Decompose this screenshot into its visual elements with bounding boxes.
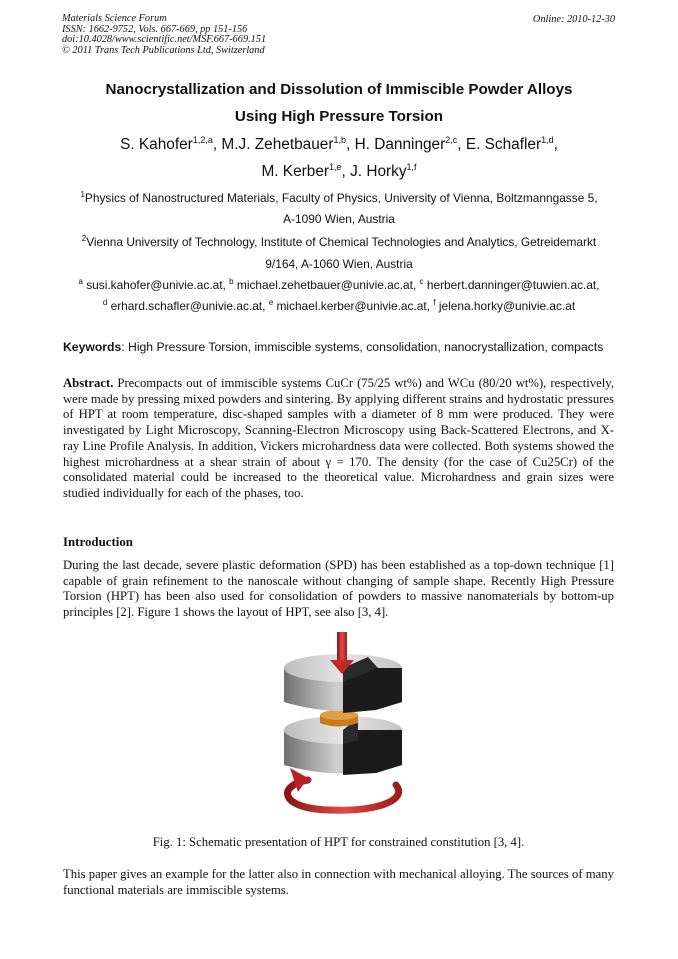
introduction-paragraph: During the last decade, severe plastic deformation (SPD) has been established as a top-down technique [1] capable of grain refinement to the nanoscale without changing of sample shape. Recently High Pressure Torsion (HPT) has been also used for consolidation of powders to massive nanomaterials by bottom-up principles [2]. Figure 1 shows the layout of HPT, see also [3, 4]. [63, 558, 614, 620]
email-link[interactable]: michael.kerber@univie.ac.at [276, 299, 427, 313]
author-separator: , [553, 136, 558, 153]
author-separator: , [346, 136, 355, 153]
email-separator: , [596, 278, 600, 292]
author-affiliation-mark: 1,f [406, 162, 417, 172]
journal-issn: ISSN: 1662-9752, Vols. 667-669, pp 151-156 [62, 23, 248, 35]
affiliation-mark: 1 [80, 190, 85, 199]
email-separator: , [412, 278, 420, 292]
affiliation-text: Vienna University of Technology, Institute of Chemical Technologies and Analytics, Getreidemarkt [86, 235, 597, 249]
email-separator: , [262, 299, 269, 313]
affiliation-text: Physics of Nanostructured Materials, Faculty of Physics, University of Vienna, Boltzmanngasse 5, [84, 191, 598, 205]
email-link[interactable]: michael.zehetbauer@univie.ac.at [236, 278, 413, 292]
email-mark: d [102, 298, 108, 307]
affiliation-mark: 2 [81, 234, 87, 243]
author-affiliation-mark: 1,e [329, 162, 342, 172]
email-mark: f [433, 298, 436, 307]
author-affiliation-mark: 2,c [445, 135, 458, 145]
email-link[interactable]: herbert.danninger@tuwien.ac.at [426, 278, 597, 292]
authors-line-2 [30, 163, 648, 181]
paper-title-line-2: Using High Pressure Torsion [234, 108, 444, 125]
abstract-paragraph [63, 376, 614, 502]
author-name: E. Schafler [465, 136, 542, 153]
keywords-paragraph [63, 340, 614, 354]
author-name: H. Danninger [354, 136, 446, 153]
email-link[interactable]: susi.kahofer@univie.ac.at [86, 278, 223, 292]
author-affiliation-mark: 1,b [333, 135, 346, 145]
keywords-text: : High Pressure Torsion, immiscible systems, consolidation, nanocrystallization, compacts [121, 340, 604, 354]
author-name: M.J. Zehetbauer [221, 136, 334, 153]
journal-doi: doi:10.4028/www.scientific.net/MSF.667-669.151 [62, 34, 267, 46]
abstract-text: Precompacts out of immiscible systems CuCr (75/25 wt%) and WCu (80/20 wt%), respectively, were made by pressing mixed powders and sintering. By applying different strains and hydrostatic pressures of HPT at room temperature, disc-shaped samples with a diameter of 8 mm were produced. They were investigated by Light Microscopy, Scanning-Electron Microscopy using Back-Scattered Electrons, and X-ray Line Profile Analysis. In addition, Vickers microhardness data were collected. Both systems showed the highest microhardness at a shear strain of about γ = 170. The density (for the case of Cu25Cr) of the consolidated material could be increased to the theoretical value. Microhardness and grain sizes were studied individually for each of the phases, too. [63, 376, 614, 500]
hpt-schematic-drawing [268, 630, 418, 820]
author-separator: , [457, 136, 466, 153]
author-separator: , [212, 136, 222, 153]
author-separator: , [341, 163, 351, 180]
email-mark: e [268, 298, 274, 307]
emails-line-2 [30, 299, 648, 313]
affiliation-1-line-2: A-1090 Wien, Austria [283, 212, 395, 226]
section-heading-introduction: Introduction [63, 535, 133, 549]
email-separator: , [426, 299, 434, 313]
author-name: J. Horky [350, 163, 407, 180]
email-mark: b [229, 277, 234, 286]
email-mark: c [419, 277, 424, 286]
authors-line-1 [30, 136, 648, 154]
email-separator: , [222, 278, 230, 292]
journal-header [62, 14, 266, 56]
author-affiliation-mark: 1,2,a [192, 135, 213, 145]
keywords-label: Keywords [63, 340, 122, 354]
sample-disc [320, 710, 358, 727]
email-mark: a [78, 277, 83, 286]
online-date: Online: 2010-12-30 [532, 14, 615, 25]
journal-name: Materials Science Forum [62, 13, 167, 24]
author-name: S. Kahofer [120, 136, 193, 153]
affiliation-2-line-1 [30, 235, 648, 249]
closing-paragraph: This paper gives an example for the latter also in connection with mechanical alloying. The sources of many functional materials are immiscible systems. [63, 867, 614, 897]
figure-caption: Fig. 1: Schematic presentation of HPT for constrained constitution [3, 4]. [152, 835, 525, 849]
affiliation-2-line-2: 9/164, A-1060 Wien, Austria [265, 257, 413, 271]
email-link[interactable]: erhard.schafler@univie.ac.at [110, 299, 263, 313]
hpt-schematic-figure [268, 630, 418, 820]
author-name: M. Kerber [261, 163, 330, 180]
paper-title-line-1: Nanocrystallization and Dissolution of Immiscible Powder Alloys [105, 81, 573, 98]
affiliation-1-line-1 [30, 191, 648, 205]
emails-line-1 [30, 278, 648, 292]
abstract-label: Abstract. [63, 376, 114, 390]
journal-copyright: © 2011 Trans Tech Publications Ltd, Switzerland [62, 44, 265, 56]
email-link[interactable]: jelena.horky@univie.ac.at [438, 299, 576, 313]
author-affiliation-mark: 1,d [541, 135, 554, 145]
